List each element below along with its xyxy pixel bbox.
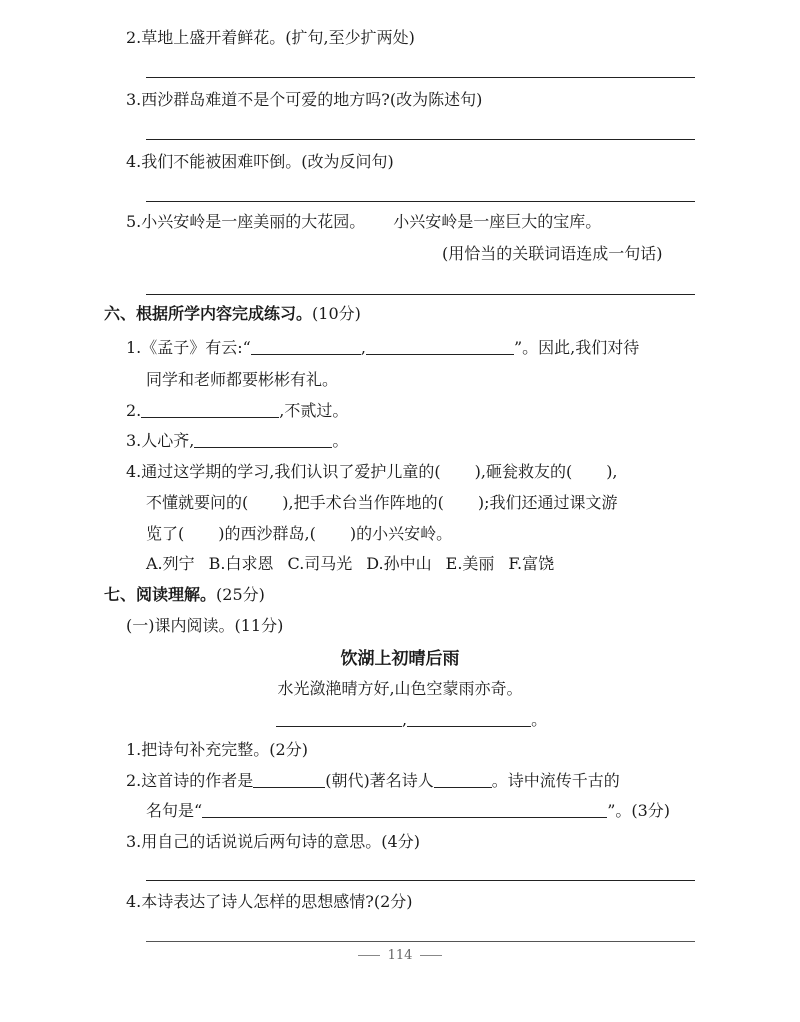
section-7-q4: 4.本诗表达了诗人怎样的思想感情?(2分) [126, 892, 413, 911]
section-7-q1: 1.把诗句补充完整。(2分) [126, 740, 308, 759]
q4-text: ),把手术台当作阵地的( [282, 493, 444, 512]
q2-text: (朝代)著名诗人 [325, 771, 434, 790]
q2-text: 2.这首诗的作者是 [126, 771, 254, 790]
q1-mid: , [360, 338, 366, 357]
options-list [146, 554, 554, 574]
fill-blank[interactable] [366, 340, 514, 355]
q4-text: )的小兴安岭。 [349, 524, 453, 543]
q4-text: 4.通过这学期的学习,我们认识了爱护儿童的( [126, 462, 441, 481]
section-6-q1 [126, 338, 639, 358]
question-2-text: 2.草地上盛开着鲜花。(扩句,至少扩两处) [126, 28, 415, 47]
option-a: A.列宁 [146, 554, 195, 573]
section-6-q2 [126, 401, 348, 421]
fill-blank[interactable] [253, 773, 325, 788]
question-5-part2: 小兴安岭是一座巨大的宝库。 [393, 212, 602, 231]
answer-line[interactable] [146, 880, 695, 881]
answer-line[interactable] [146, 77, 695, 78]
q2-number: 2. [126, 401, 142, 420]
section-7-heading [104, 585, 265, 605]
page-footer [0, 948, 800, 963]
question-5-note: (用恰当的关联词语连成一句话) [442, 244, 663, 263]
q4-text: )的西沙群岛,( [218, 524, 316, 543]
q2-text: 名句是“ [146, 801, 203, 820]
question-4-text: 4.我们不能被困难吓倒。(改为反问句) [126, 152, 394, 171]
page-number: 114 [387, 948, 413, 963]
q4-text: );我们还通过课文游 [477, 493, 618, 512]
q2-text: ,不贰过。 [279, 401, 349, 420]
q1-end: ”。因此,我们对待 [513, 338, 640, 357]
poem-line-2 [276, 710, 547, 730]
section-7-q3: 3.用自己的话说说后两句诗的意思。(4分) [126, 832, 420, 851]
section-6-title: 六、根据所学内容完成练习。 [104, 304, 313, 323]
section-7-q2-line1 [126, 771, 620, 791]
fill-blank[interactable] [194, 433, 332, 448]
fill-blank[interactable] [202, 803, 607, 818]
q4-text: ), [606, 462, 618, 481]
q4-text: 不懂就要问的( [146, 493, 249, 512]
q3-end: 。 [332, 431, 349, 450]
fill-blank[interactable] [407, 712, 531, 727]
section-7-subheading: (一)课内阅读。(11分) [126, 616, 284, 635]
section-6-heading [104, 304, 361, 324]
option-d: D.孙中山 [366, 554, 432, 573]
fill-blank[interactable] [141, 403, 279, 418]
poem-title: 饮湖上初晴后雨 [340, 649, 460, 669]
q2-text: ”。(3分) [607, 801, 671, 820]
question-3-text: 3.西沙群岛难道不是个可爱的地方吗?(改为陈述句) [126, 90, 483, 109]
poem-comma: , [402, 710, 408, 729]
section-6-q1-cont: 同学和老师都要彬彬有礼。 [146, 370, 339, 389]
section-6-q4-line3 [146, 524, 452, 544]
section-6-q3 [126, 431, 348, 451]
answer-line[interactable] [146, 294, 695, 295]
q2-text: 。诗中流传千古的 [491, 771, 620, 790]
section-6-q4-line2 [146, 493, 617, 513]
option-c: C.司马光 [287, 554, 353, 573]
question-5-text [126, 212, 601, 232]
q1-start: 1.《孟子》有云:“ [126, 338, 251, 357]
answer-line[interactable] [146, 139, 695, 140]
section-6-q4-line1 [126, 462, 618, 482]
poem-line-1: 水光潋滟晴方好,山色空蒙雨亦奇。 [277, 679, 523, 698]
option-f: F.富饶 [508, 554, 555, 573]
section-6-score: (10分) [312, 304, 361, 323]
option-e: E.美丽 [445, 554, 495, 573]
question-5-part1: 5.小兴安岭是一座美丽的大花园。 [126, 212, 366, 231]
option-b: B.白求恩 [208, 554, 274, 573]
footer-rule [146, 941, 695, 942]
q3-text: 3.人心齐, [126, 431, 195, 450]
footer-dash [420, 955, 442, 956]
fill-blank[interactable] [276, 712, 402, 727]
section-7-q2-line2 [146, 801, 670, 821]
fill-blank[interactable] [434, 773, 492, 788]
answer-line[interactable] [146, 201, 695, 202]
poem-end: 。 [531, 710, 548, 729]
footer-dash [358, 955, 380, 956]
q4-text: 览了( [146, 524, 185, 543]
fill-blank[interactable] [251, 340, 361, 355]
q4-text: ),砸瓮救友的( [474, 462, 573, 481]
section-7-score: (25分) [216, 585, 265, 604]
section-7-title: 七、阅读理解。 [104, 585, 217, 604]
